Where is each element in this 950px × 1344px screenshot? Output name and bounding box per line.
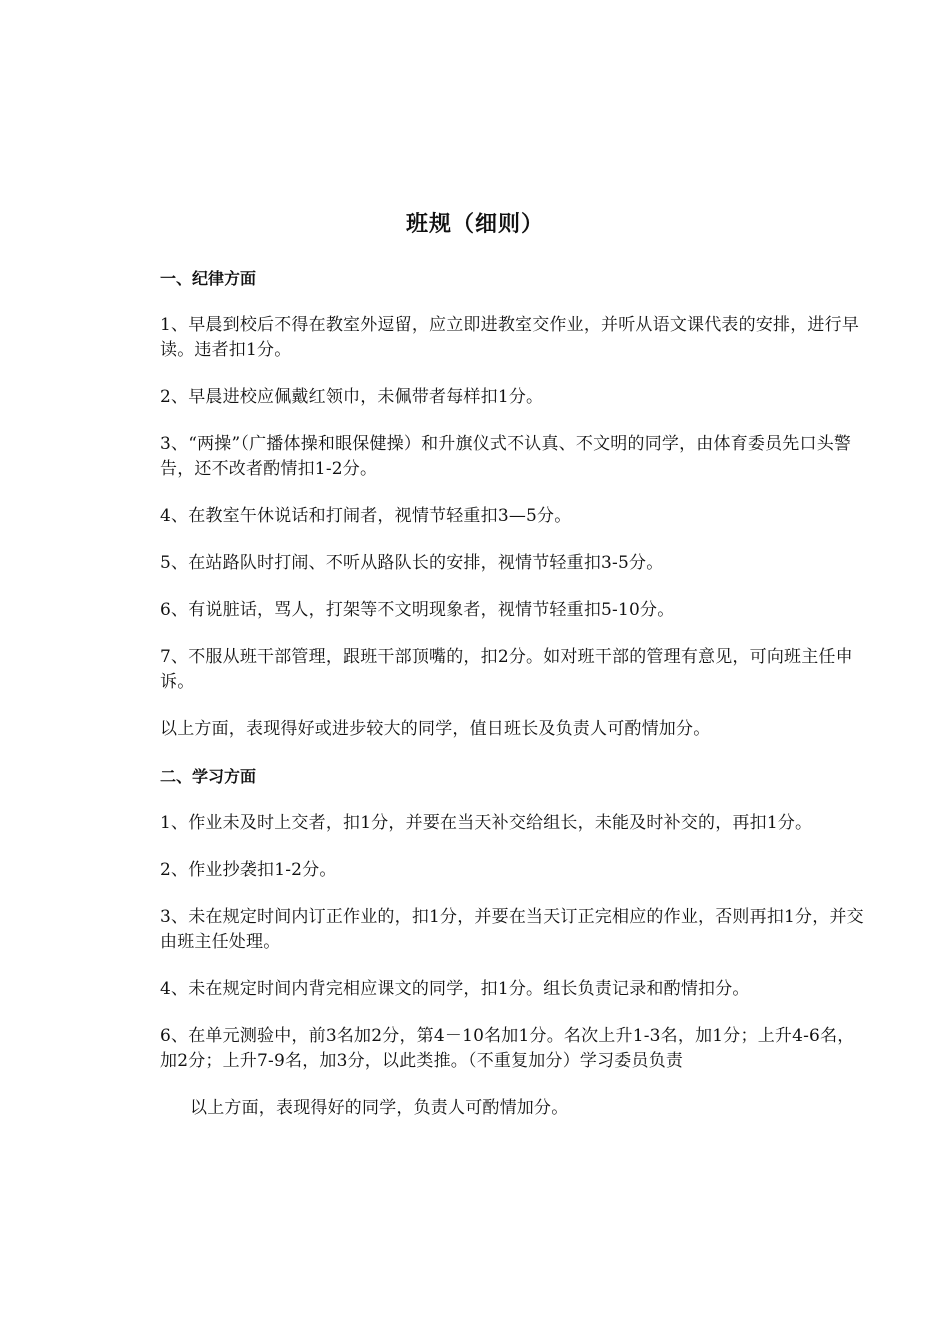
- rule-item: 4、在教室午休说话和打闹者，视情节轻重扣3—5分。: [160, 506, 572, 526]
- rule-item: 4、未在规定时间内背完相应课文的同学，扣1分。组长负责记录和酌情扣分。: [160, 979, 750, 999]
- document-body: [160, 266, 870, 1143]
- section-heading-discipline: 一、纪律方面: [160, 269, 257, 288]
- rule-item: 1、作业未及时上交者，扣1分，并要在当天补交给组长，未能及时补交的，再扣1分。: [160, 813, 813, 833]
- rule-item: 6、在单元测验中，前3名加2分，第4－10名加1分。名次上升1-3名，加1分；上升4-6名，加2分；上升7-9名，加3分，以此类推。（不重复加分）学习委员负责: [160, 1026, 855, 1071]
- section-heading-study: 二、学习方面: [160, 767, 257, 786]
- rule-item: 1、早晨到校后不得在教室外逗留，应立即进教室交作业，并听从语文课代表的安排，进行早读。违者扣1分。: [160, 315, 860, 360]
- rule-item: 3、“两操”（广播体操和眼保健操）和升旗仪式不认真、不文明的同学，由体育委员先口头警告，还不改者酌情扣1-2分。: [160, 434, 852, 479]
- rule-item: 7、不服从班干部管理，跟班干部顶嘴的，扣2分。如对班干部的管理有意见，可向班主任申诉。: [160, 647, 853, 692]
- document-title: 班规（细则）: [405, 212, 544, 237]
- rule-item: 2、早晨进校应佩戴红领巾，未佩带者每样扣1分。: [160, 387, 544, 407]
- rule-item: 3、未在规定时间内订正作业的，扣1分，并要在当天订正完相应的作业，否则再扣1分，并交由班主任处理。: [160, 907, 864, 952]
- section-summary: 以上方面，表现得好或进步较大的同学，值日班长及负责人可酌情加分。: [160, 719, 711, 739]
- rule-item: 2、作业抄袭扣1-2分。: [160, 860, 337, 880]
- rule-item: 6、有说脏话，骂人，打架等不文明现象者，视情节轻重扣5-10分。: [160, 600, 675, 620]
- rule-item: 5、在站路队时打闹、不听从路队长的安排，视情节轻重扣3-5分。: [160, 553, 664, 573]
- section-summary: 以上方面，表现得好的同学，负责人可酌情加分。: [190, 1098, 569, 1118]
